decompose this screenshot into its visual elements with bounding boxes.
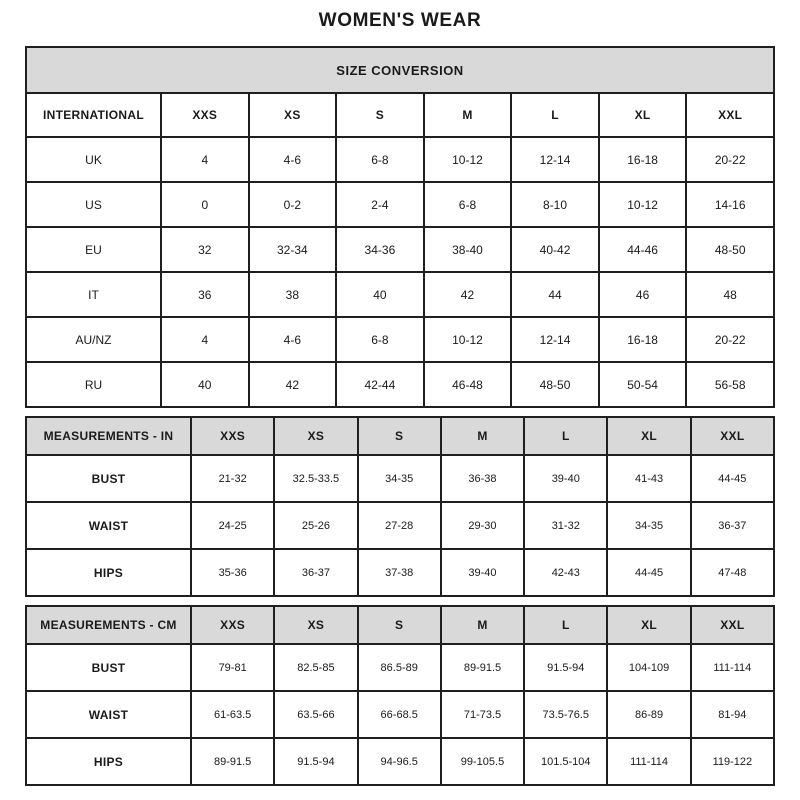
column-header-cell: M [441,417,524,455]
value-cell: 4-6 [249,137,337,182]
value-cell: 4 [161,137,249,182]
value-cell: 99-105.5 [441,738,524,785]
value-cell: 38-40 [424,227,512,272]
row-label-cell: HIPS [26,738,191,785]
row-label-cell: RU [26,362,161,407]
value-cell: 10-12 [424,317,512,362]
value-cell: 31-32 [524,502,607,549]
value-cell: 29-30 [441,502,524,549]
table-title-row [26,47,774,93]
value-cell: 40 [161,362,249,407]
column-header-cell: XS [249,93,337,137]
value-cell: 35-36 [191,549,274,596]
value-cell: 32-34 [249,227,337,272]
column-header-cell: MEASUREMENTS - CM [26,606,191,644]
column-header-cell: XL [599,93,687,137]
value-cell: 34-36 [336,227,424,272]
row-label-cell: US [26,182,161,227]
value-cell: 36-37 [691,502,774,549]
column-header-cell: L [524,417,607,455]
value-cell: 6-8 [336,317,424,362]
value-cell: 94-96.5 [358,738,441,785]
value-cell: 20-22 [686,317,774,362]
value-cell: 6-8 [424,182,512,227]
row-label-cell: WAIST [26,691,191,738]
value-cell: 2-4 [336,182,424,227]
value-cell: 86.5-89 [358,644,441,691]
value-cell: 40-42 [511,227,599,272]
value-cell: 40 [336,272,424,317]
row-label-cell: UK [26,137,161,182]
value-cell: 12-14 [511,137,599,182]
table-row [26,502,774,549]
column-header-cell: S [358,417,441,455]
value-cell: 8-10 [511,182,599,227]
value-cell: 91.5-94 [524,644,607,691]
value-cell: 36-38 [441,455,524,502]
column-header-cell: XL [607,606,690,644]
value-cell: 39-40 [524,455,607,502]
value-cell: 63.5-66 [274,691,357,738]
table-row [26,317,774,362]
column-header-cell: M [441,606,524,644]
value-cell: 104-109 [607,644,690,691]
value-cell: 46-48 [424,362,512,407]
value-cell: 36 [161,272,249,317]
table-row [26,549,774,596]
column-header-cell: MEASUREMENTS - IN [26,417,191,455]
column-header-cell: XXL [691,417,774,455]
value-cell: 42-43 [524,549,607,596]
value-cell: 47-48 [691,549,774,596]
table-row [26,227,774,272]
column-header-cell: XXL [691,606,774,644]
column-header-cell: L [524,606,607,644]
column-header-cell: XS [274,606,357,644]
table-row [26,272,774,317]
value-cell: 0-2 [249,182,337,227]
value-cell: 0 [161,182,249,227]
value-cell: 101.5-104 [524,738,607,785]
value-cell: 4-6 [249,317,337,362]
value-cell: 34-35 [607,502,690,549]
column-header-cell: XXS [161,93,249,137]
value-cell: 6-8 [336,137,424,182]
value-cell: 48 [686,272,774,317]
value-cell: 50-54 [599,362,687,407]
value-cell: 48-50 [511,362,599,407]
table-row [26,362,774,407]
value-cell: 46 [599,272,687,317]
value-cell: 32 [161,227,249,272]
value-cell: 39-40 [441,549,524,596]
row-label-cell: AU/NZ [26,317,161,362]
value-cell: 44 [511,272,599,317]
row-label-cell: BUST [26,644,191,691]
row-label-cell: IT [26,272,161,317]
table-row [26,644,774,691]
value-cell: 61-63.5 [191,691,274,738]
column-header-cell: XL [607,417,690,455]
value-cell: 37-38 [358,549,441,596]
value-cell: 42-44 [336,362,424,407]
value-cell: 21-32 [191,455,274,502]
value-cell: 44-46 [599,227,687,272]
value-cell: 10-12 [599,182,687,227]
table-row [26,137,774,182]
value-cell: 42 [249,362,337,407]
value-cell: 86-89 [607,691,690,738]
table-row [26,455,774,502]
value-cell: 111-114 [691,644,774,691]
value-cell: 14-16 [686,182,774,227]
value-cell: 32.5-33.5 [274,455,357,502]
value-cell: 16-18 [599,137,687,182]
value-cell: 89-91.5 [441,644,524,691]
value-cell: 44-45 [691,455,774,502]
value-cell: 42 [424,272,512,317]
value-cell: 34-35 [358,455,441,502]
value-cell: 91.5-94 [274,738,357,785]
value-cell: 41-43 [607,455,690,502]
value-cell: 81-94 [691,691,774,738]
column-header-cell: M [424,93,512,137]
column-header-cell: L [511,93,599,137]
table-header-row [26,93,774,137]
value-cell: 66-68.5 [358,691,441,738]
table-title: SIZE CONVERSION [26,47,774,93]
value-cell: 38 [249,272,337,317]
value-cell: 36-37 [274,549,357,596]
column-header-cell: INTERNATIONAL [26,93,161,137]
value-cell: 27-28 [358,502,441,549]
value-cell: 119-122 [691,738,774,785]
table-row [26,182,774,227]
value-cell: 44-45 [607,549,690,596]
value-cell: 111-114 [607,738,690,785]
measurements-in-table [25,416,775,597]
value-cell: 4 [161,317,249,362]
value-cell: 20-22 [686,137,774,182]
value-cell: 24-25 [191,502,274,549]
column-header-cell: S [358,606,441,644]
column-header-cell: XXS [191,417,274,455]
table-row [26,691,774,738]
value-cell: 25-26 [274,502,357,549]
table-row [26,738,774,785]
row-label-cell: EU [26,227,161,272]
table-header-row [26,417,774,455]
row-label-cell: BUST [26,455,191,502]
value-cell: 89-91.5 [191,738,274,785]
column-header-cell: XXS [191,606,274,644]
value-cell: 79-81 [191,644,274,691]
table-header-row [26,606,774,644]
column-header-cell: XS [274,417,357,455]
value-cell: 71-73.5 [441,691,524,738]
value-cell: 12-14 [511,317,599,362]
measurements-cm-table [25,605,775,786]
column-header-cell: S [336,93,424,137]
row-label-cell: WAIST [26,502,191,549]
value-cell: 82.5-85 [274,644,357,691]
page-title: WOMEN'S WEAR [318,10,482,31]
size-conversion-table [25,46,775,408]
value-cell: 56-58 [686,362,774,407]
row-label-cell: HIPS [26,549,191,596]
value-cell: 73.5-76.5 [524,691,607,738]
value-cell: 16-18 [599,317,687,362]
column-header-cell: XXL [686,93,774,137]
value-cell: 48-50 [686,227,774,272]
value-cell: 10-12 [424,137,512,182]
